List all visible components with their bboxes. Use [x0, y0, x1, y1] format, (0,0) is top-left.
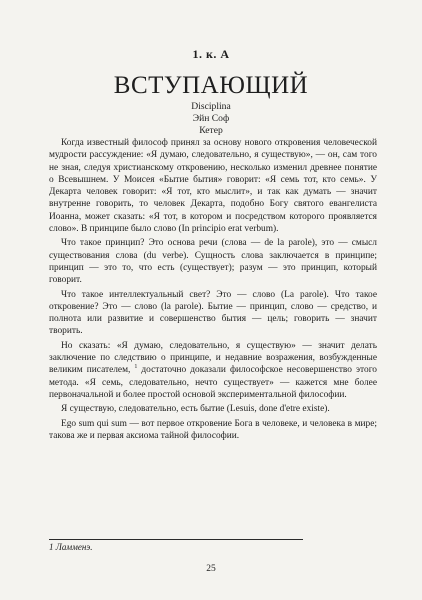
subtitle-line: Кетер — [199, 125, 223, 136]
footnote: 1 Ламменэ. — [49, 542, 93, 552]
page-number: 25 — [206, 564, 216, 574]
paragraph: Что такое принцип? Это основа речи (слова — de la parole), это — смысл существования слова (du verbe). Сущность слова заключается в принципе; принцип — это то, что есть (существует); разум — это принцип, который говорит. — [49, 238, 377, 286]
body-text — [49, 137, 377, 444]
page-title: ВСТУПАЮЩИЙ — [113, 72, 309, 99]
paragraph-text: Но сказать: «Я думаю, следовательно, я существую» — значит делать заключение по следствию о принципе, и недавние возражения, возбужденные великим писателем, — [49, 340, 377, 376]
paragraph: Ego sum qui sum — вот первое откровение Бога в человеке, и человека в мире; такова же и первая аксиома тайной философии. — [49, 418, 377, 441]
paragraph — [49, 340, 377, 401]
paragraph: Когда известный философ принял за основу нового откровения человеческой мудрости рассуждение: «Я думаю, следовательно, я существую», — он, сам того не зная, следуя христианскому откровению, несколько изменил древнее понятие о Всевышнем. У Моисея «Бытие бытия» говорит: «Я семь тот, кто семь». У Декарта человек говорит: «Я тот, кто мыслит», и так как думать — значит внутренне говорить, то человек Декарта, подобно Богу святого евангелиста Иоанна, может сказать: «Я тот, в котором и посредством которого проявляется слово». В принципе было слово (In principio erat verbum). — [49, 138, 377, 235]
subtitle-line: Эйн Соф — [192, 113, 230, 124]
chapter-heading: 1. к. А — [192, 47, 230, 61]
footnote-divider — [49, 539, 303, 540]
footnote-marker: 1 — [134, 364, 138, 371]
paragraph-text-continued: достаточно доказали философское несовершенство этого метода. «Я семь, следовательно, нечто существует» — кажется мне более первоначальной и более простой основой экспериментальной философии. — [49, 365, 377, 400]
paragraph: Что такое интеллектуальный свет? Это — слово (La parole). Что такое откровение? Это — слово (la parole). Бытие — принцип, слово — средство, и полнота или развитие и совершенство бытия — цель; говорить — значит творить. — [49, 289, 377, 337]
subtitle-line: Disciplina — [191, 101, 231, 112]
paragraph: Я существую, следовательно, есть бытие (Lesuis, done d'etre existe). — [61, 404, 330, 415]
